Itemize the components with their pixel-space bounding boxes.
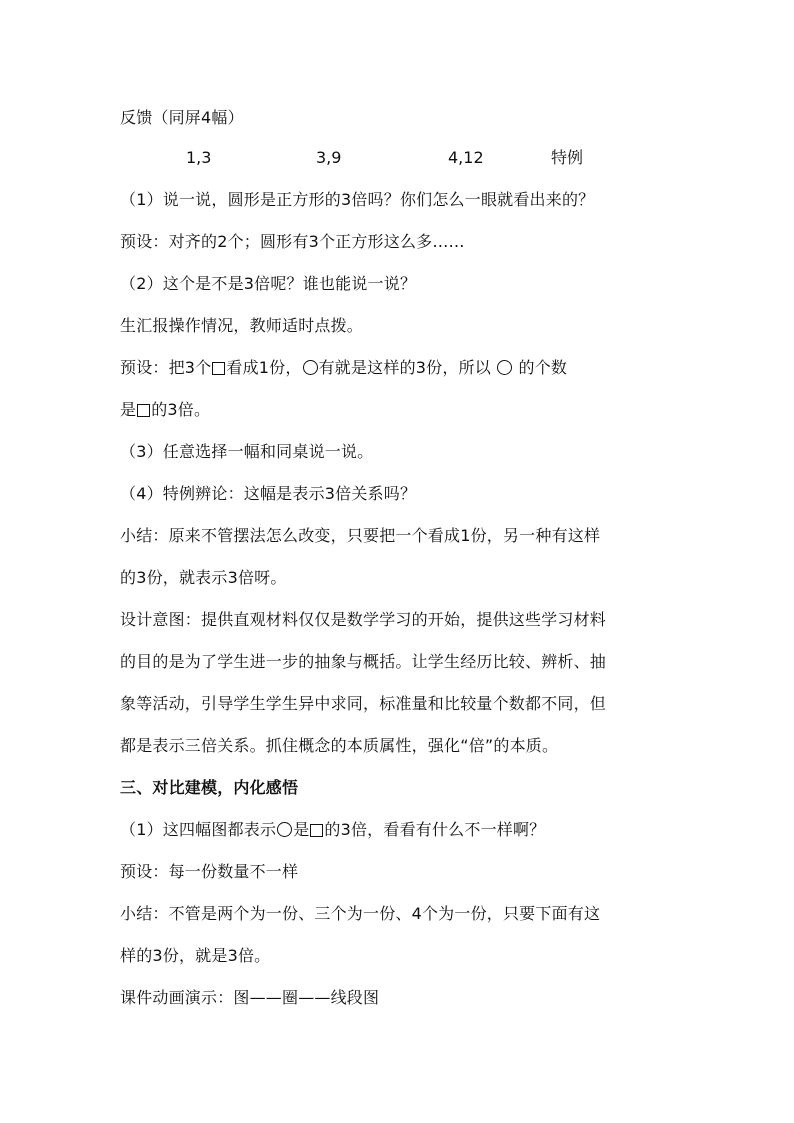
preset-2-line-1 (120, 358, 680, 378)
circle-icon (303, 360, 318, 375)
pair-1: 1,3 (186, 148, 212, 167)
animation-line: 课件动画演示：图——圈——线段图 (120, 988, 380, 1007)
square-icon (310, 824, 323, 837)
summary-2-line-2: 样的3份，就是3倍。 (120, 946, 271, 965)
question-2: （2）这个是不是3倍呢？谁也能说一说？ (120, 274, 417, 293)
square-icon (137, 404, 150, 417)
question-5 (120, 820, 680, 840)
preset-2-part-d: 的个数 (513, 358, 568, 377)
square-icon (212, 362, 225, 375)
design-line-2: 的目的是为了学生进一步的抽象与概括。让学生经历比较、辨析、抽 (120, 652, 607, 671)
feedback-title: 反馈（同屏4幅） (120, 108, 244, 127)
pair-3: 4,12 (448, 148, 484, 167)
circle-icon (497, 360, 512, 375)
summary-1-line-1: 小结：原来不管摆法怎么改变，只要把一个看成1份，另一种有这样 (120, 526, 601, 545)
preset-2-part-e: 是 (120, 400, 137, 419)
report-line: 生汇报操作情况，教师适时点拨。 (120, 316, 364, 335)
question-4: （4）特例辨论：这幅是表示3倍关系吗？ (120, 484, 417, 503)
preset-2-part-b: 看成1份， (226, 358, 302, 377)
circle-icon (277, 822, 292, 837)
design-line-3: 象等活动，引导学生学生异中求同，标准量和比较量个数都不同，但 (120, 694, 607, 713)
section-3-heading: 三、对比建模，内化感悟 (120, 778, 299, 797)
pair-2: 3,9 (316, 148, 342, 167)
preset-2-part-f: 的3倍。 (151, 400, 211, 419)
design-line-4: 都是表示三倍关系。抓住概念的本质属性，强化“倍”的本质。 (120, 736, 559, 755)
preset-2-part-a: 预设：把3个 (120, 358, 212, 377)
preset-3: 预设：每一份数量不一样 (120, 862, 299, 881)
summary-2-line-1: 小结：不管是两个为一份、三个为一份、4个为一份，只要下面有这 (120, 904, 601, 923)
question-1: （1）说一说，圆形是正方形的3倍吗？你们怎么一眼就看出来的？ (120, 190, 595, 209)
design-line-1: 设计意图：提供直观材料仅仅是数学学习的开始，提供这些学习材料 (120, 610, 607, 629)
preset-2-part-c: 有就是这样的3份，所以 (318, 358, 497, 377)
pair-special: 特例 (551, 148, 584, 167)
question-5-part-a: （1）这四幅图都表示 (120, 820, 277, 839)
question-5-part-c: 的3倍，看看有什么不一样啊？ (324, 820, 546, 839)
summary-1-line-2: 的3份，就表示3倍呀。 (120, 568, 287, 587)
question-3: （3）任意选择一幅和同桌说一说。 (120, 442, 374, 461)
preset-1: 预设：对齐的2个；圆形有3个正方形这么多…… (120, 232, 465, 251)
question-5-part-b: 是 (293, 820, 310, 839)
preset-2-line-2 (120, 400, 680, 420)
